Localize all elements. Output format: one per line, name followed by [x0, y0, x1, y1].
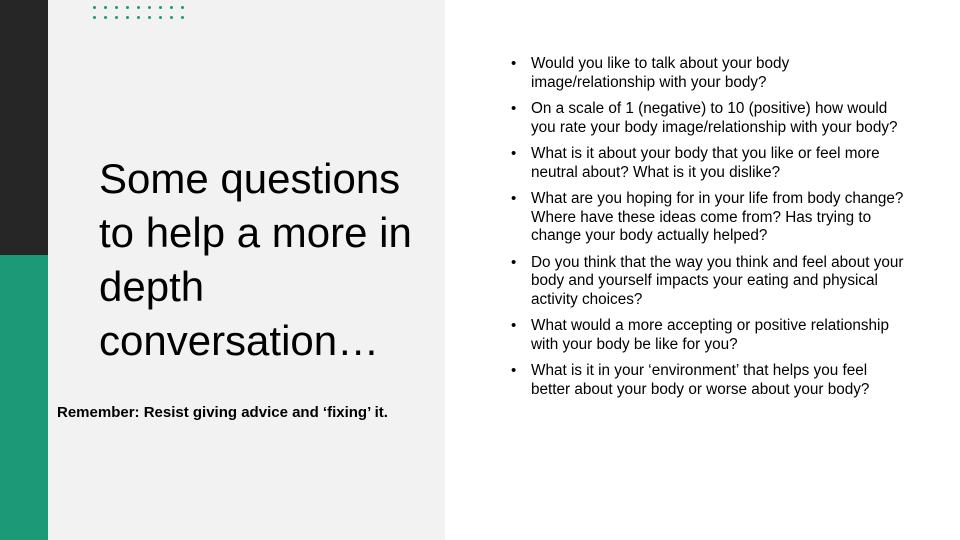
dot — [181, 16, 184, 19]
bullet-icon: • — [511, 362, 517, 379]
question-text: What are you hoping for in your life from body change? Where have these ideas come from? Has trying to change your body actually helped? — [531, 190, 904, 244]
question-text: What would a more accepting or positive relationship with your body be like for you? — [531, 317, 889, 353]
dot — [137, 6, 140, 9]
dot — [126, 16, 129, 19]
dot — [104, 6, 107, 9]
green-accent-strip — [0, 255, 48, 540]
question-text: Do you think that the way you think and feel about your body and yourself impacts your eating and physical activity choices? — [531, 253, 904, 308]
dot — [126, 6, 129, 9]
question-item — [511, 362, 906, 399]
dot — [93, 6, 96, 9]
dot — [181, 6, 184, 9]
dot-pattern-decoration — [93, 5, 189, 25]
dark-accent-strip — [0, 0, 48, 255]
question-list — [511, 55, 906, 407]
question-item — [511, 254, 906, 310]
dot — [104, 16, 107, 19]
dot — [115, 6, 118, 9]
bullet-icon: • — [511, 55, 517, 72]
dot — [170, 16, 173, 19]
bullet-icon: • — [511, 253, 517, 271]
question-text: On a scale of 1 (negative) to 10 (positive) how would you rate your body image/relationship with your body? — [531, 100, 898, 136]
bullet-icon: • — [511, 190, 517, 207]
dot — [170, 6, 173, 9]
dot — [137, 16, 140, 19]
bullet-icon: • — [511, 317, 517, 334]
bullet-icon: • — [511, 145, 517, 162]
question-text: What is it about your body that you like or feel more neutral about? What is it you dislike? — [531, 145, 880, 181]
dot — [159, 16, 162, 19]
dot — [148, 16, 151, 19]
reminder-text: Remember: Resist giving advice and ‘fixing’ it. — [57, 404, 388, 421]
question-text: Would you like to talk about your body image/relationship with your body? — [531, 55, 790, 91]
question-item — [511, 55, 906, 92]
question-item — [511, 317, 906, 354]
question-item — [511, 190, 906, 246]
question-item — [511, 100, 906, 137]
dot — [115, 16, 118, 19]
question-item — [511, 145, 906, 182]
dot — [93, 16, 96, 19]
slide-title: Some questions to help a more in depth conversation… — [99, 155, 412, 364]
dot — [159, 6, 162, 9]
question-text: What is it in your ‘environment’ that helps you feel better about your body or worse about your body? — [531, 362, 870, 398]
bullet-icon: • — [511, 100, 517, 117]
dot — [148, 6, 151, 9]
